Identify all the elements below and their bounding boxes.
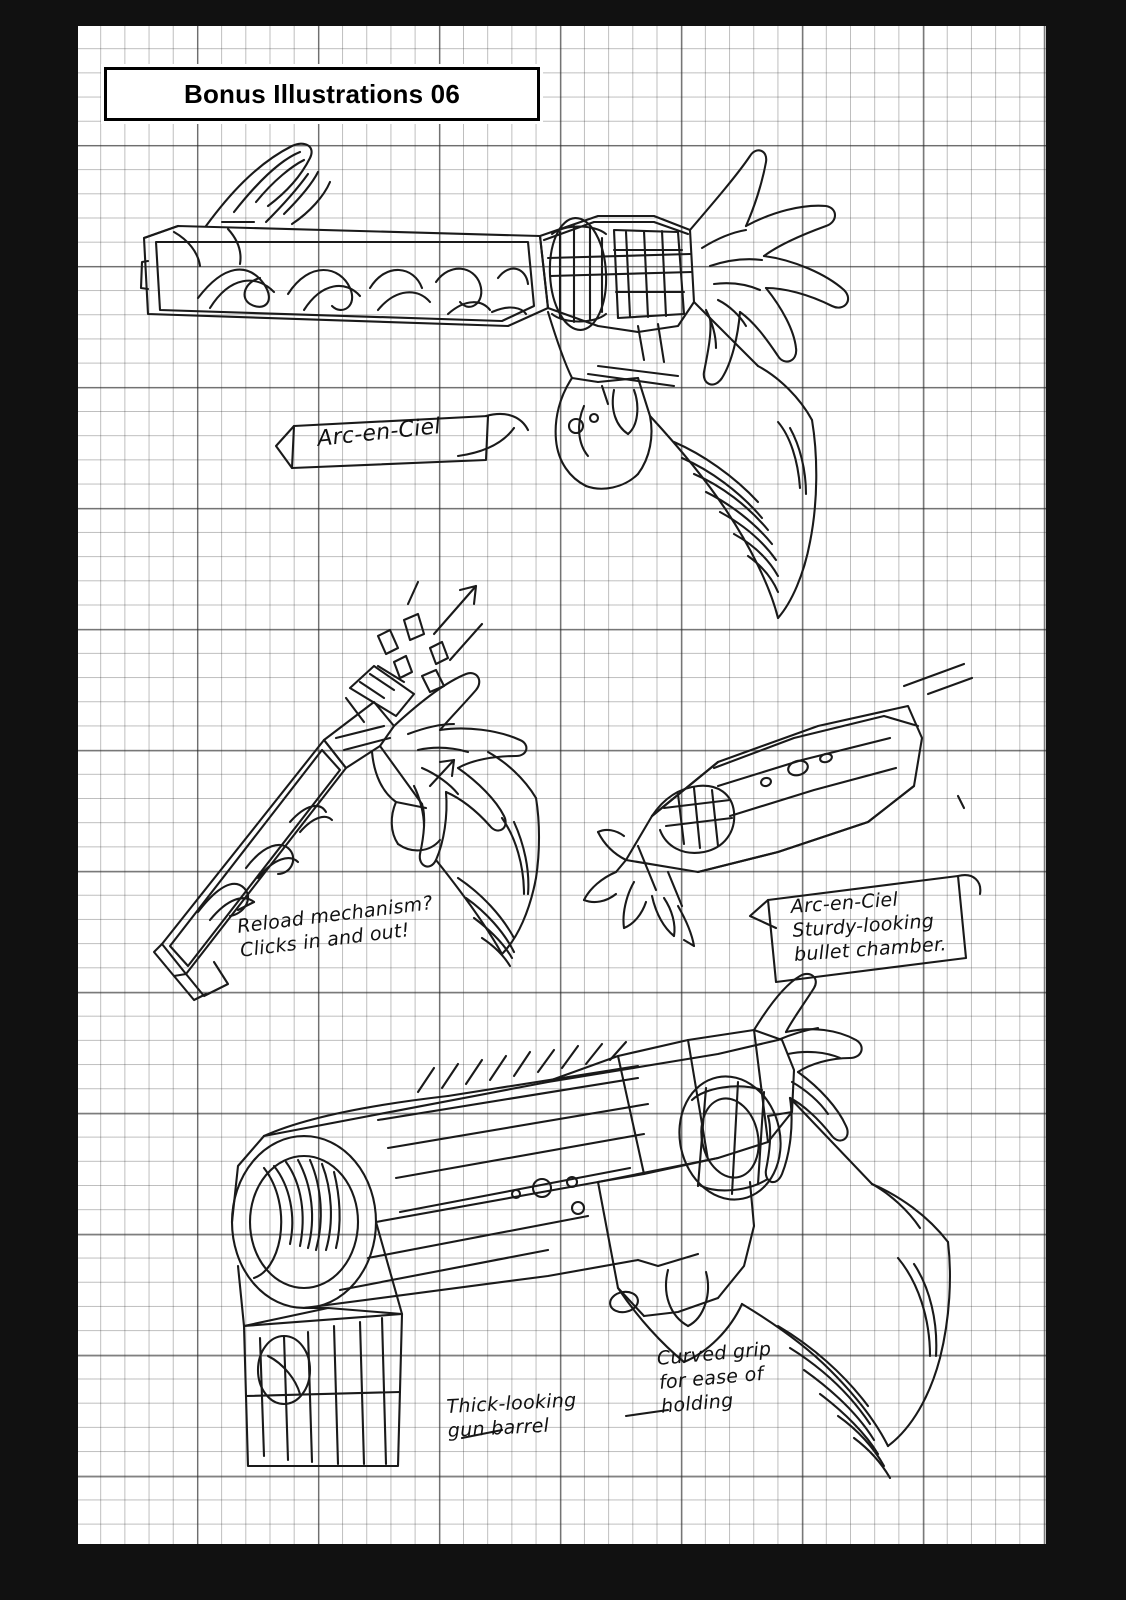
annotation-arc-en-ciel: Arc-en-Ciel — [316, 414, 443, 452]
annotation-bullet-chamber: Arc-en-Ciel Sturdy-looking bullet chamber. — [790, 888, 948, 966]
graph-paper-sheet — [78, 26, 1046, 1544]
graph-grid-background — [78, 26, 1046, 1544]
annotation-reload-mechanism: Reload mechanism? Clicks in and out! — [236, 892, 434, 962]
annotation-curved-grip: Curved grip for ease of holding — [656, 1338, 773, 1418]
page-title: Bonus Illustrations 06 — [183, 78, 460, 109]
annotation-thick-barrel: Thick-looking gun barrel — [446, 1389, 578, 1442]
page-title-plate — [104, 67, 540, 121]
